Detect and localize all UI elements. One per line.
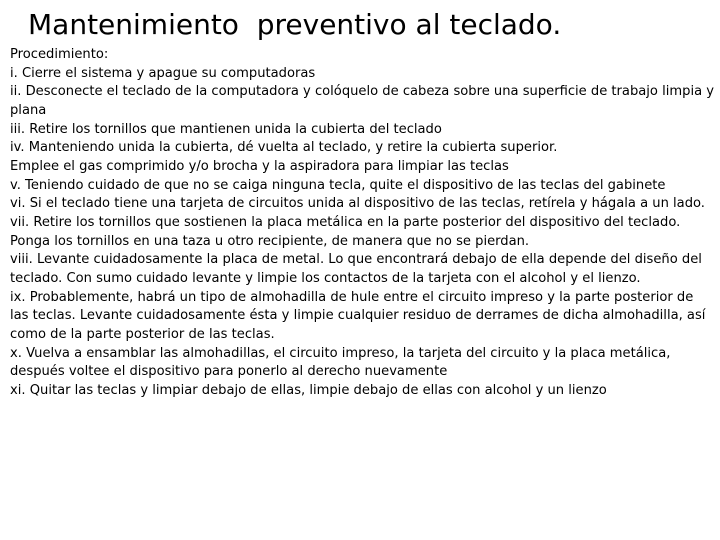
procedure-heading: Procedimiento: [10, 47, 109, 62]
step-item: Emplee el gas comprimido y/o brocha y la aspiradora para limpiar las teclas [10, 158, 509, 174]
step-item: v. Teniendo cuidado de que no se caiga ninguna tecla, quite el dispositivo de las teclas del gabinete [10, 177, 666, 193]
step-item: x. Vuelva a ensamblar las almohadillas, el circuito impreso, la tarjeta del circuito y la placa metálica, después voltee el dispositivo para ponerlo al derecho nuevamente [10, 345, 671, 380]
step-item: iv. Manteniendo unida la cubierta, dé vuelta al teclado, y retire la cubierta superior. [10, 140, 558, 156]
step-item: vii. Retire los tornillos que sostienen la placa metálica en la parte posterior del dispositivo del teclado. Ponga los tornillos en una taza u otro recipiente, de manera que no se pierdan. [10, 214, 681, 249]
step-item: xi. Quitar las teclas y limpiar debajo de ellas, limpie debajo de ellas con alcohol y un lienzo [10, 382, 607, 398]
step-item: ii. Desconecte el teclado de la computadora y colóquelo de cabeza sobre una superficie de trabajo limpia y plana [10, 84, 715, 118]
step-item: iii. Retire los tornillos que mantienen unida la cubierta del teclado [10, 121, 442, 137]
procedure-body [10, 46, 715, 400]
step-item: ix. Probablemente, habrá un tipo de almohadilla de hule entre el circuito impreso y la parte posterior de las teclas. Levante cuidadosamente ésta y limpie cualquier residuo de derrames de dicha almohadilla, así como de la parte posterior de las teclas. [10, 289, 706, 342]
slide-title: Mantenimiento preventivo al teclado. [28, 8, 562, 41]
step-item: viii. Levante cuidadosamente la placa de metal. Lo que encontrará debajo de ella depende del diseño del teclado. Con sumo cuidado levante y limpie los contactos de la tarjeta con el alcohol y el lienzo. [10, 252, 702, 286]
step-item: i. Cierre el sistema y apague su computadoras [10, 65, 316, 81]
step-item: vi. Si el teclado tiene una tarjeta de circuitos unida al dispositivo de las teclas, retírela y hágala a un lado. [10, 196, 705, 212]
